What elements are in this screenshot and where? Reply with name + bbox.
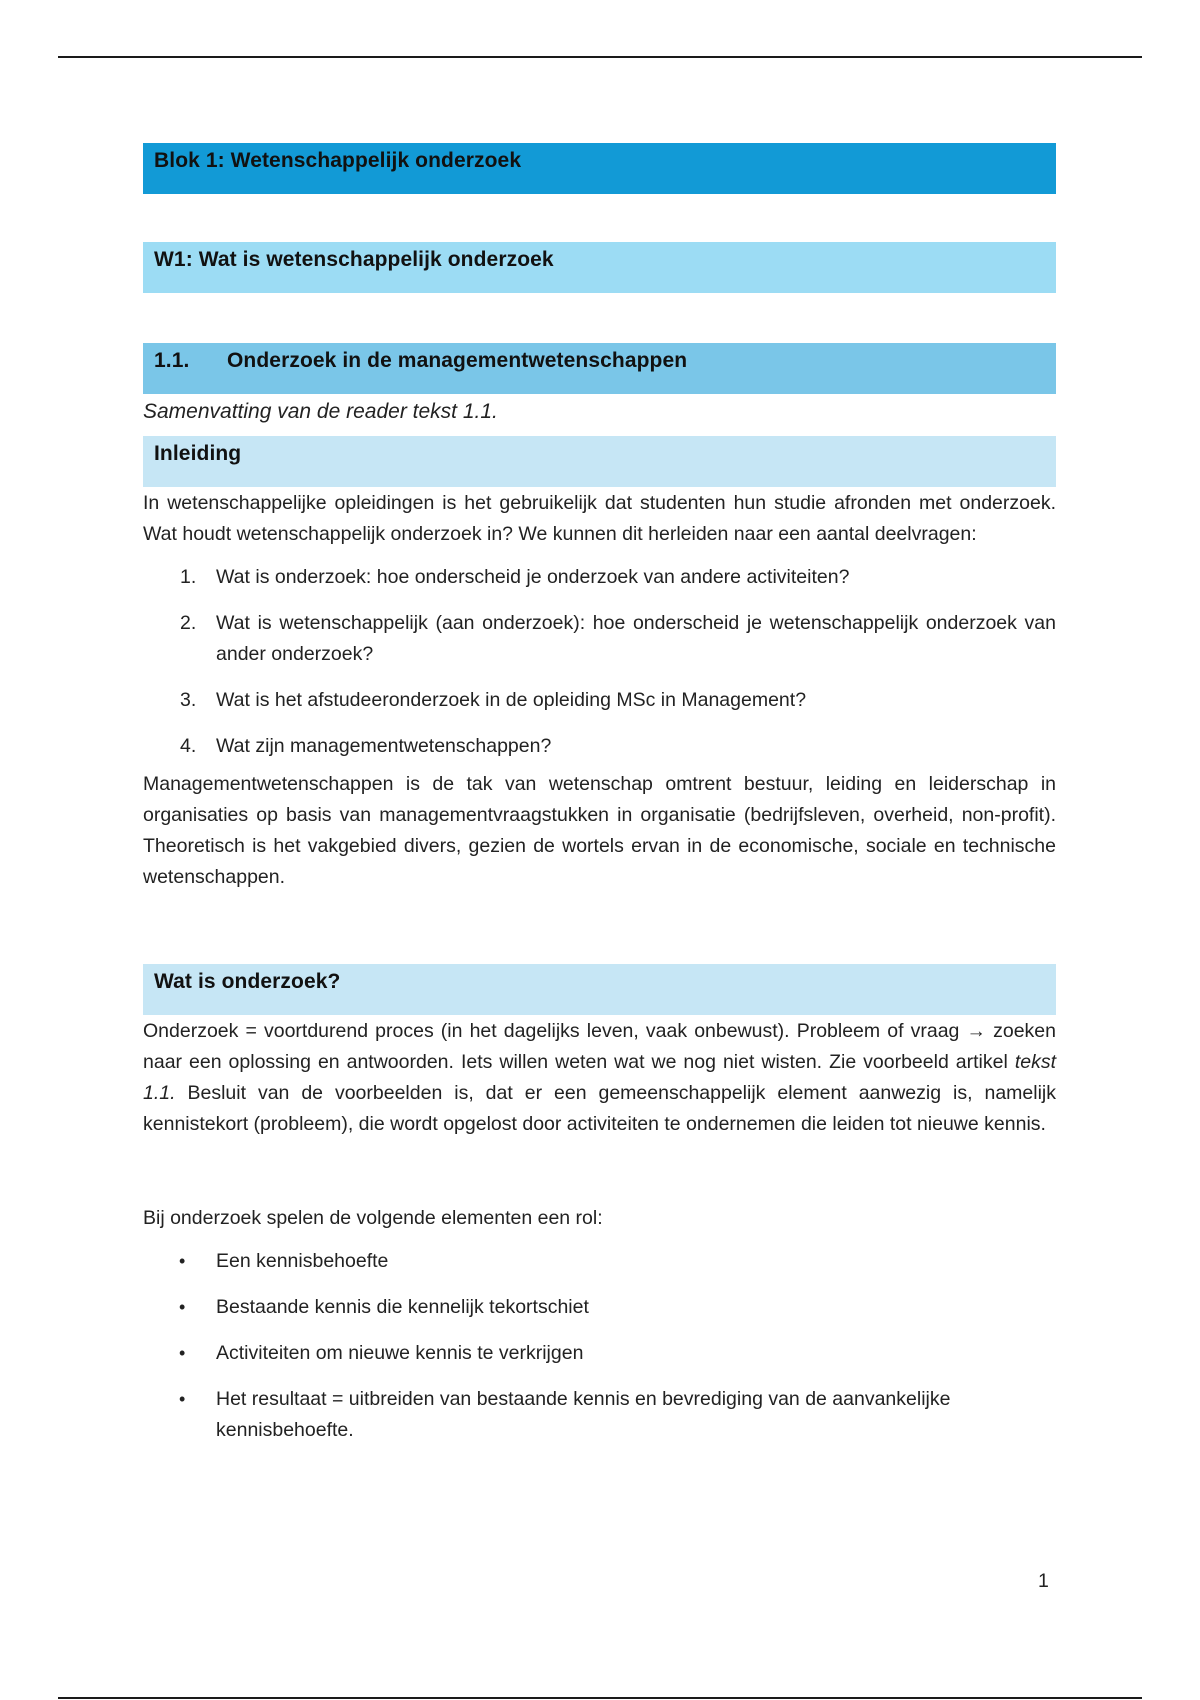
bullet-icon: • [179, 1297, 186, 1317]
onderzoek-paragraph-part2: Besluit van de voorbeelden is, dat er een gemeenschappelijk element aanwezig is, namelijk kennistekort (probleem), die wordt opgelost door activiteiten te ondernemen die leiden tot nieuwe kennis. [143, 1082, 1056, 1135]
top-rule [58, 56, 1142, 58]
question-text: Wat zijn managementwetenschappen? [216, 735, 552, 757]
question-item [143, 608, 1056, 670]
section-subtitle: Samenvatting van de reader tekst 1.1. [143, 400, 498, 423]
section-number: 1.1. [154, 349, 190, 372]
section-title: Onderzoek in de managementwetenschappen [227, 349, 688, 372]
question-item [143, 685, 1056, 716]
question-number: 1. [180, 566, 197, 588]
question-item [143, 731, 1056, 762]
week-heading [143, 242, 1056, 293]
inleiding-heading [143, 436, 1056, 487]
onderzoek-heading-text: Wat is onderzoek? [154, 970, 341, 993]
onderzoek-paragraph-part1: Onderzoek = voortdurend proces (in het dagelijks leven, vaak onbewust). Probleem of vraag → zoeken naar een oplossing en antwoorden. Iets willen weten wat we nog niet wisten. Zie voorbeeld artikel [143, 1020, 1056, 1073]
document-body [143, 143, 1056, 1446]
question-number: 2. [180, 612, 197, 634]
question-number: 4. [180, 735, 197, 757]
onderzoek-heading [143, 964, 1056, 1015]
inleiding-intro: In wetenschappelijke opleidingen is het gebruikelijk dat studenten hun studie afronden met onderzoek. Wat houdt wetenschappelijk onderzoek in? We kunnen dit herleiden naar een aantal deelvragen: [143, 492, 1056, 545]
element-text: Een kennisbehoefte [216, 1250, 389, 1272]
bottom-rule [58, 1697, 1142, 1699]
bullet-icon: • [179, 1251, 186, 1271]
question-text: Wat is wetenschappelijk (aan onderzoek): hoe onderscheid je wetenschappelijk onderzoek van ander onderzoek? [216, 612, 1056, 665]
question-list [143, 562, 1056, 762]
blok-heading-text: Blok 1: Wetenschappelijk onderzoek [154, 149, 522, 172]
element-text: Bestaande kennis die kennelijk tekortschiet [216, 1296, 589, 1318]
element-item [143, 1292, 1056, 1323]
question-number: 3. [180, 689, 197, 711]
bullet-icon: • [179, 1389, 186, 1409]
section-heading [143, 343, 1056, 394]
question-item [143, 562, 1056, 593]
element-text: Activiteiten om nieuwe kennis te verkrijgen [216, 1342, 584, 1364]
question-text: Wat is onderzoek: hoe onderscheid je onderzoek van andere activiteiten? [216, 566, 850, 588]
inleiding-heading-text: Inleiding [154, 442, 242, 465]
onderzoek-paragraph-italic: tekst 1.1. [143, 1051, 1056, 1104]
week-heading-text: W1: Wat is wetenschappelijk onderzoek [154, 248, 554, 271]
element-list [143, 1246, 1056, 1446]
element-item [143, 1384, 1056, 1446]
element-item [143, 1338, 1056, 1369]
element-item [143, 1246, 1056, 1277]
onderzoek-paragraph [143, 1016, 1056, 1140]
management-definition: Managementwetenschappen is de tak van wetenschap omtrent bestuur, leiding en leiderschap in organisaties op basis van managementvraagstukken in organisatie (bedrijfsleven, overheid, non-profit). Theoretisch is het vakgebied divers, gezien de wortels ervan in de economische, sociale en technische wetenschappen. [143, 773, 1056, 888]
elements-intro: Bij onderzoek spelen de volgende elementen een rol: [143, 1207, 603, 1229]
bullet-icon: • [179, 1343, 186, 1363]
question-text: Wat is het afstudeeronderzoek in de opleiding MSc in Management? [216, 689, 807, 711]
element-text: Het resultaat = uitbreiden van bestaande kennis en bevrediging van de aanvankelijke kennisbehoefte. [216, 1388, 951, 1441]
blok-heading [143, 143, 1056, 194]
page-number: 1 [1038, 1570, 1049, 1592]
